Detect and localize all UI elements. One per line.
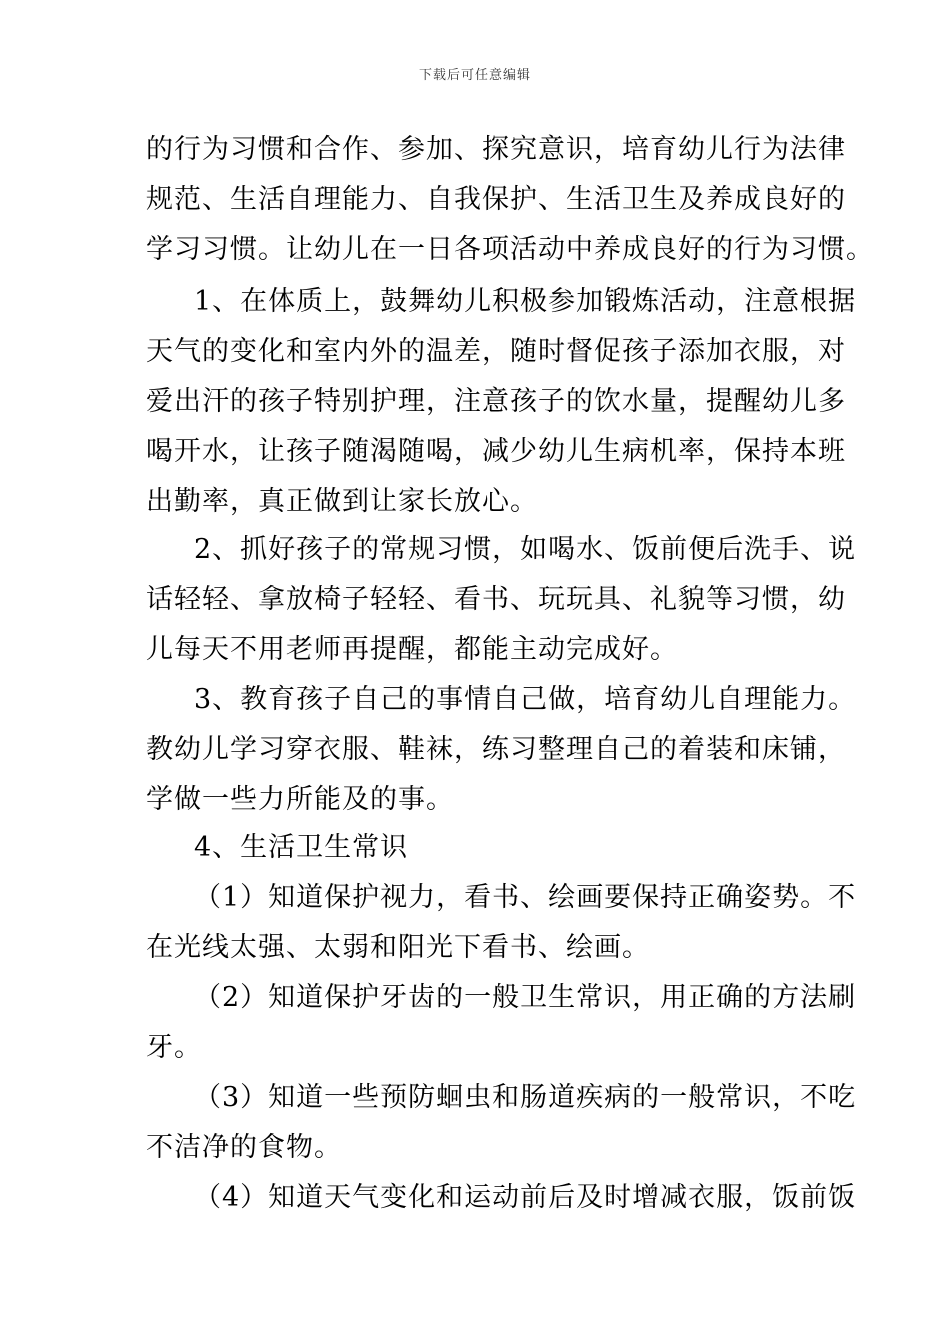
text-line: 规范、生活自理能力、自我保护、生活卫生及养成良好的 bbox=[146, 184, 846, 215]
paragraph-first-line: 3、教育孩子自己的事情自己做，培育幼儿自理能力。 bbox=[194, 684, 857, 715]
text-line: 教幼儿学习穿衣服、鞋袜，练习整理自己的着装和床铺， bbox=[146, 734, 846, 765]
section-heading: 4、生活卫生常识 bbox=[194, 832, 409, 863]
text-line: 学习习惯。让幼儿在一日各项活动中养成良好的行为习惯。 bbox=[146, 234, 874, 265]
text-line: 喝开水，让孩子随渴随喝，减少幼儿生病机率，保持本班 bbox=[146, 436, 846, 467]
text-line: 不洁净的食物。 bbox=[146, 1132, 342, 1163]
paragraph-first-line: （3）知道一些预防蛔虫和肠道疾病的一般常识，不吃 bbox=[194, 1082, 857, 1113]
paragraph-first-line: （1）知道保护视力，看书、绘画要保持正确姿势。不 bbox=[194, 882, 857, 913]
text-line: 在光线太强、太弱和阳光下看书、绘画。 bbox=[146, 932, 650, 963]
text-line: 学做一些力所能及的事。 bbox=[146, 784, 454, 815]
paragraph-first-line: （4）知道天气变化和运动前后及时增减衣服，饭前饭 bbox=[194, 1182, 857, 1213]
text-line: 的行为习惯和合作、参加、探究意识，培育幼儿行为法律 bbox=[146, 134, 846, 165]
text-line: 出勤率，真正做到让家长放心。 bbox=[146, 486, 538, 517]
text-line: 儿每天不用老师再提醒，都能主动完成好。 bbox=[146, 634, 678, 665]
text-line: 话轻轻、拿放椅子轻轻、看书、玩玩具、礼貌等习惯，幼 bbox=[146, 584, 846, 615]
text-line: 牙。 bbox=[146, 1032, 202, 1063]
text-line: 爱出汗的孩子特别护理，注意孩子的饮水量，提醒幼儿多 bbox=[146, 386, 846, 417]
page-header-note: 下载后可任意编辑 bbox=[418, 68, 531, 83]
paragraph-first-line: （2）知道保护牙齿的一般卫生常识，用正确的方法刷 bbox=[194, 982, 857, 1013]
paragraph-first-line: 2、抓好孩子的常规习惯，如喝水、饭前便后洗手、说 bbox=[194, 534, 857, 565]
paragraph-first-line: 1、在体质上，鼓舞幼儿积极参加锻炼活动，注意根据 bbox=[194, 286, 857, 317]
text-line: 天气的变化和室内外的温差，随时督促孩子添加衣服，对 bbox=[146, 336, 846, 367]
